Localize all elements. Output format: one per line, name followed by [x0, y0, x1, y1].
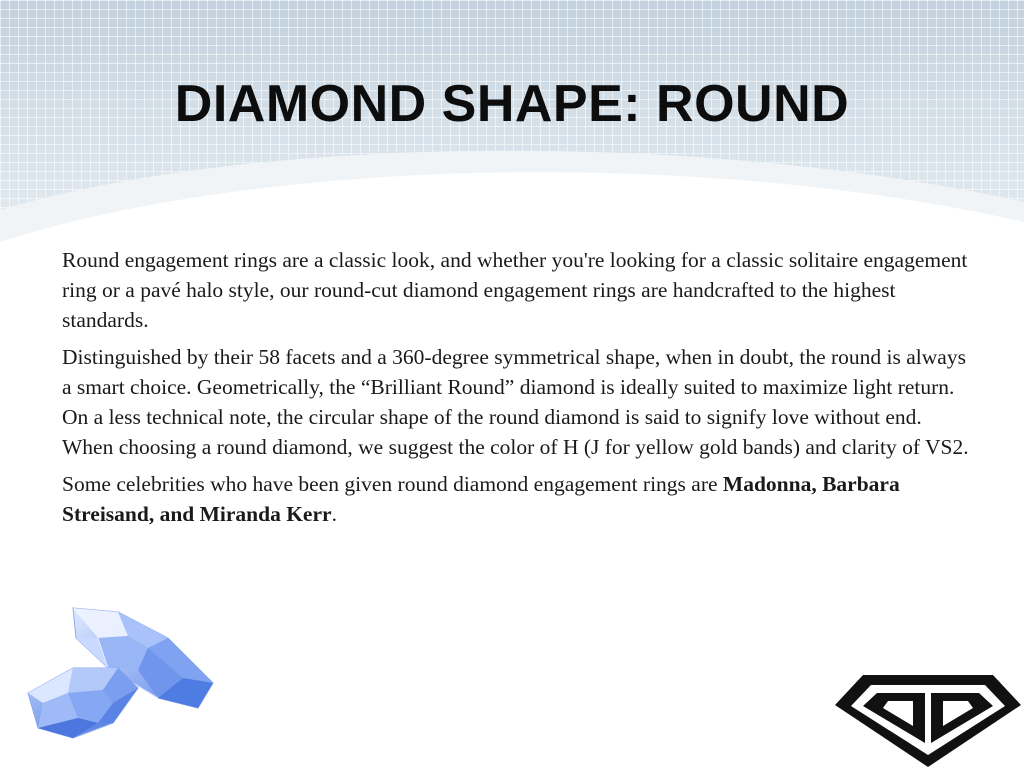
paragraph-details: Distinguished by their 58 facets and a 360-degree symmetrical shape, when in doubt, the round is always a smart choice. Geometrically, the “Brilliant Round” diamond is ideally suited to maximize light return. On a less technical note, the circular shape of the round diamond is said to signify love without end. When choosing a round diamond, we suggest the color of H (J for yellow gold bands) and clarity of VS2.	[62, 345, 969, 459]
diamonds-image	[18, 598, 233, 758]
small-diamond-icon	[28, 668, 138, 738]
brand-logo-icon	[833, 671, 1023, 768]
body-text	[62, 245, 972, 536]
paragraph-celebrities	[62, 469, 972, 529]
slide-title: DIAMOND SHAPE: ROUND	[174, 75, 850, 133]
celebrity-names: Madonna, Barbara Streisand, and Miranda Kerr	[62, 472, 900, 526]
paragraph-intro: Round engagement rings are a classic look, and whether you're looking for a classic solitaire engagement ring or a pavé halo style, our round-cut diamond engagement rings are handcrafted to the highest standards.	[62, 248, 968, 332]
celebrities-end: .	[331, 502, 337, 526]
celebrities-intro: Some celebrities who have been given round diamond engagement rings are	[62, 472, 723, 496]
